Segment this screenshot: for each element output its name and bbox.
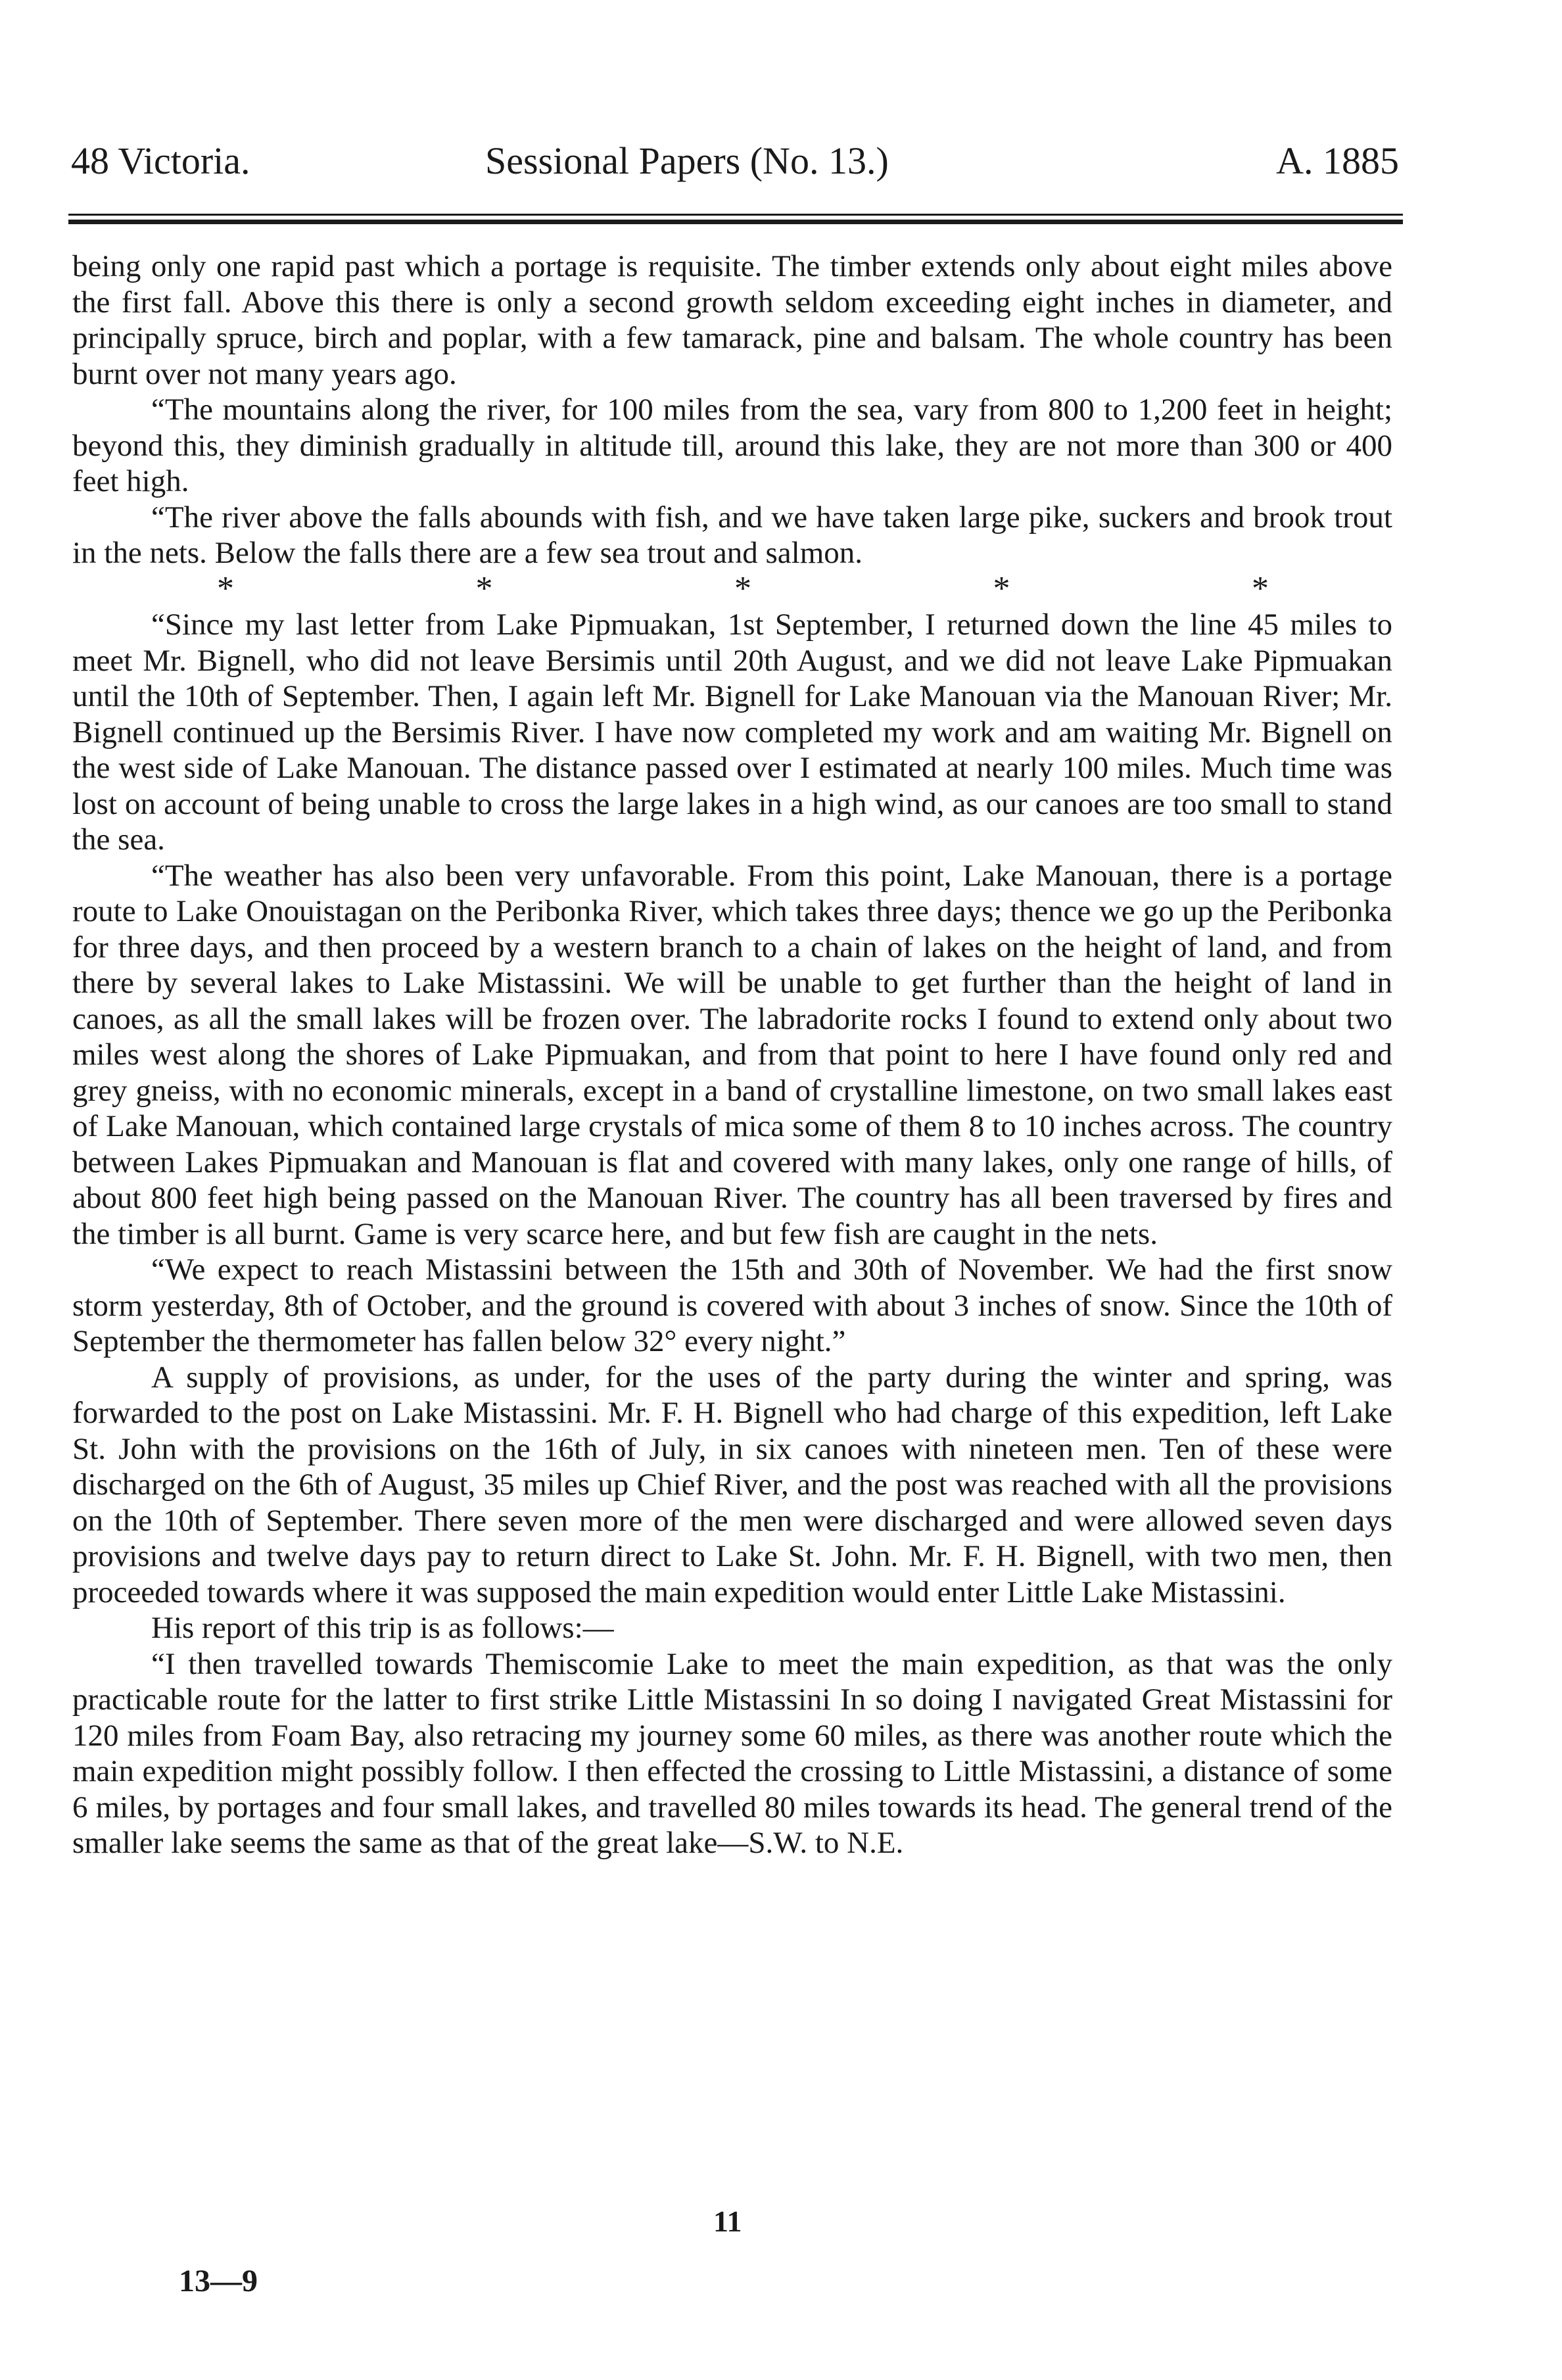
header-rule-thick	[68, 220, 1403, 224]
star: *	[1252, 569, 1269, 607]
running-header	[71, 131, 1399, 191]
body-text	[72, 249, 1392, 1861]
page-number: 11	[713, 2204, 742, 2238]
header-title: Sessional Papers (No. 13.)	[485, 139, 889, 182]
paragraph: “The river above the falls abounds with fish, and we have taken large pike, suckers and brook trout in the nets. Below the falls there are a few sea trout and salmon.	[72, 500, 1392, 570]
header-rule-thin	[68, 214, 1403, 216]
ellipsis-stars	[217, 571, 1269, 607]
star: *	[734, 569, 751, 607]
star: *	[993, 569, 1010, 607]
paragraph: His report of this trip is as follows:—	[151, 1611, 614, 1645]
paragraph: “We expect to reach Mistassini between the 15th and 30th of November. We had the first snow storm yesterday, 8th of October, and the ground is covered with about 3 inches of snow. Since the 10th of September the thermometer has fallen below 32° every night.”	[72, 1252, 1392, 1358]
header-volume: 48 Victoria.	[71, 139, 250, 182]
star: *	[217, 569, 234, 607]
signature-mark: 13—9	[179, 2264, 258, 2298]
paragraph: “The weather has also been very unfavorable. From this point, Lake Manouan, there is a portage route to Lake Onouistagan on the Peribonka River, which takes three days; thence we go up the Peribonka for three days, and then proceed by a western branch to a chain of lakes on the height of land, and from there by several lakes to Lake Mistassini. We will be unable to get further than the height of land in canoes, as all the small lakes will be frozen over. The labradorite rocks I found to extend only about two miles west along the shores of Lake Pipmuakan, and from that point to here I have found only red and grey gneiss, with no economic minerals, except in a band of crystalline limestone, on two small lakes east of Lake Manouan, which contained large crystals of mica some of them 8 to 10 inches across. The country between Lakes Pipmuakan and Manouan is flat and covered with many lakes, only one range of hills, of about 800 feet high being passed on the Manouan River. The country has all been traversed by fires and the timber is all burnt. Game is very scarce here, and but few fish are caught in the nets.	[72, 858, 1392, 1251]
paragraph: “The mountains along the river, for 100 miles from the sea, vary from 800 to 1,200 feet in height; beyond this, they diminish gradually in altitude till, around this lake, they are not more than 300 or 400 feet high.	[72, 393, 1392, 498]
paragraph: being only one rapid past which a portage is requisite. The timber extends only about eight miles above the first fall. Above this there is only a second growth seldom exceeding eight inches in diameter, and principally spruce, birch and poplar, with a few tamarack, pine and balsam. The whole country has been burnt over not many years ago.	[72, 249, 1392, 391]
paragraph: A supply of provisions, as under, for the uses of the party during the winter and spring, was forwarded to the post on Lake Mistassini. Mr. F. H. Bignell who had charge of this expedition, left Lake St. John with the provisions on the 16th of July, in six canoes with nineteen men. Ten of these were discharged on the 6th of August, 35 miles up Chief River, and the post was reached with all the provisions on the 10th of September. There seven more of the men were discharged and were allowed seven days provisions and twelve days pay to return direct to Lake St. John. Mr. F. H. Bignell, with two men, then proceeded towards where it was supposed the main expedition would enter Little Lake Mistassini.	[72, 1360, 1392, 1609]
paragraph: “I then travelled towards Themiscomie Lake to meet the main expedition, as that was the only practicable route for the latter to first strike Little Mistassini In so doing I navigated Great Mistassini for 120 miles from Foam Bay, also retracing my journey some 60 miles, as there was another route which the main expedition might possibly follow. I then effected the crossing to Little Mistassini, a distance of some 6 miles, by portages and four small lakes, and travelled 80 miles towards its head. The general trend of the smaller lake seems the same as that of the great lake—S.W. to N.E.	[72, 1646, 1392, 1860]
star: *	[475, 569, 493, 607]
header-year: A. 1885	[1276, 139, 1399, 182]
paragraph: “Since my last letter from Lake Pipmuakan, 1st September, I returned down the line 45 miles to meet Mr. Bignell, who did not leave Bersimis until 20th August, and we did not leave Lake Pipmuakan until the 10th of September. Then, I again left Mr. Bignell for Lake Manouan via the Manouan River; Mr. Bignell continued up the Bersimis River. I have now completed my work and am waiting Mr. Bignell on the west side of Lake Manouan. The distance passed over I estimated at nearly 100 miles. Much time was lost on account of being unable to cross the large lakes in a high wind, as our canoes are too small to stand the sea.	[72, 607, 1392, 857]
